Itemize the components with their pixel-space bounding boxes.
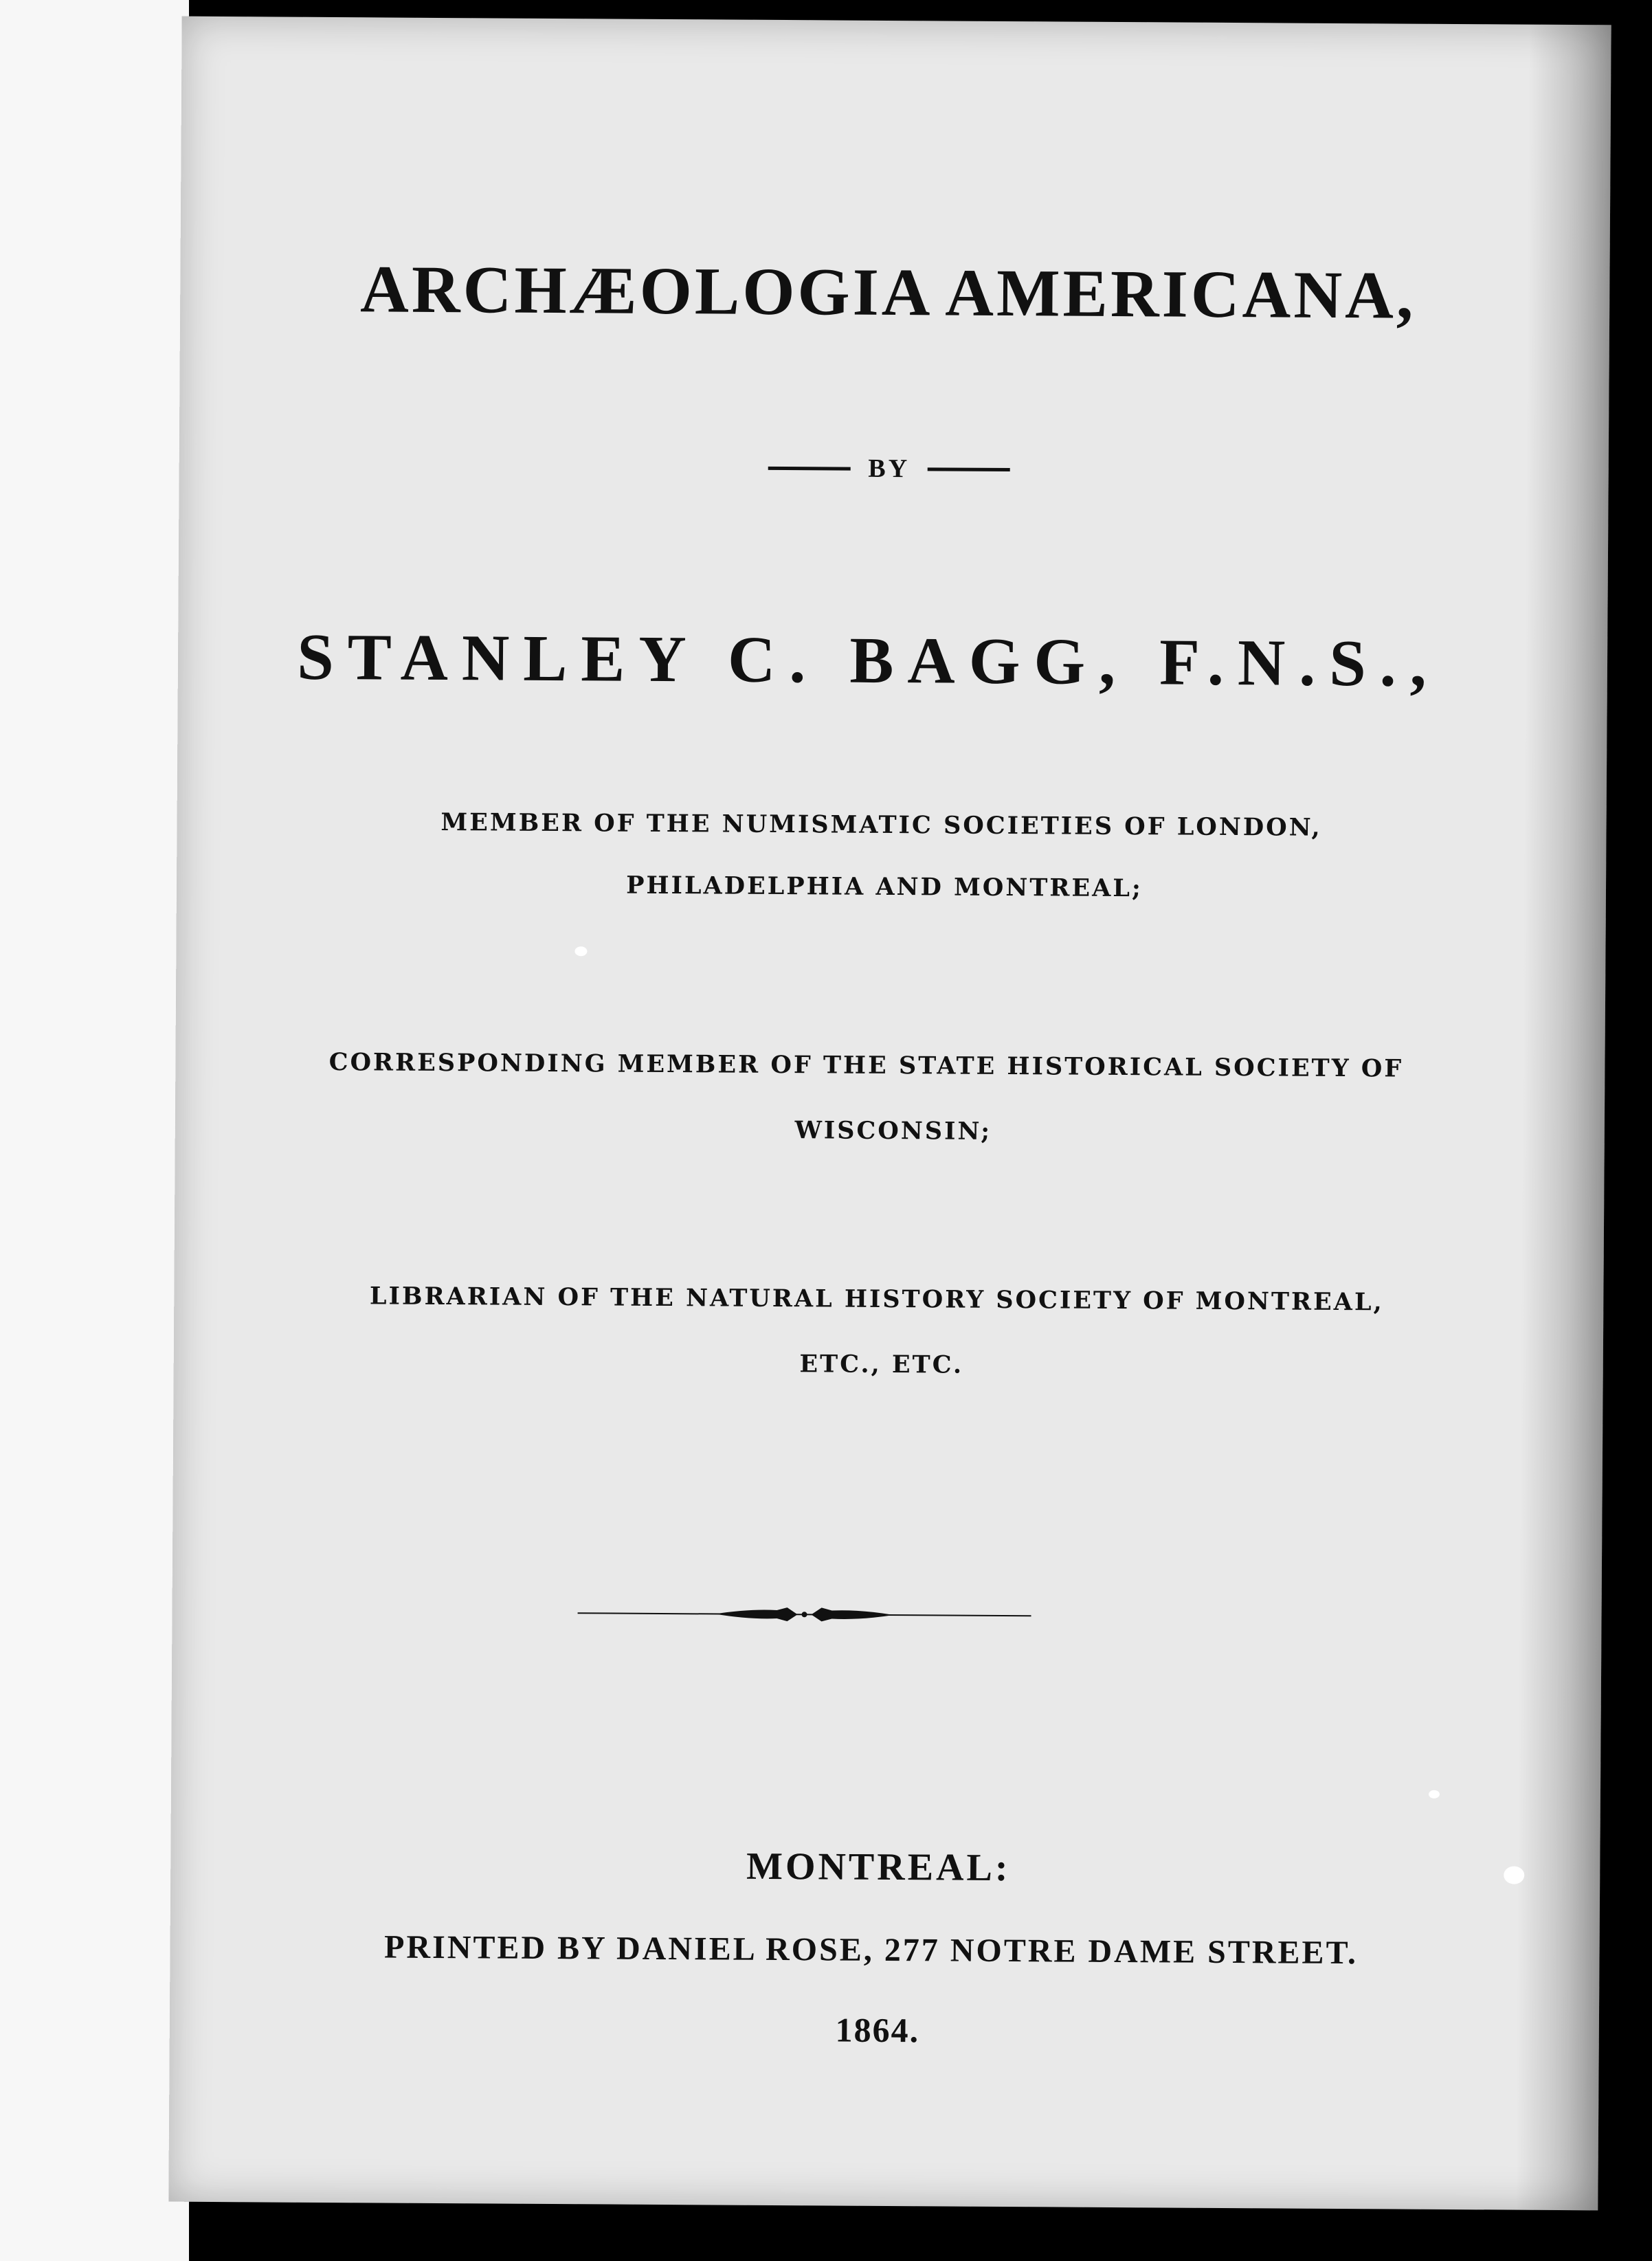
credit-line: WISCONSIN; — [794, 1116, 992, 1146]
credit-line: CORRESPONDING MEMBER OF THE STATE HISTORICAL SOCIETY OF — [328, 1048, 1404, 1083]
author-name: STANLEY C. BAGG, F.N.S., — [297, 619, 1441, 700]
credit-line: LIBRARIAN OF THE NATURAL HISTORY SOCIETY OF MONTREAL, — [369, 1282, 1384, 1317]
title-page — [168, 16, 1611, 2211]
paper-speck — [574, 946, 587, 956]
credit-line: PHILADELPHIA AND MONTREAL; — [626, 871, 1143, 903]
paper-speck — [1504, 1866, 1524, 1884]
imprint-year: 1864. — [835, 2010, 920, 2050]
imprint-city: MONTREAL: — [746, 1845, 1011, 1890]
ornamental-rule — [577, 1599, 1031, 1629]
by-line — [170, 449, 1609, 489]
facing-page-edge — [0, 0, 189, 2261]
by-label: BY — [868, 454, 911, 484]
credit-line: ETC., ETC. — [799, 1350, 964, 1379]
by-rule-right — [928, 467, 1010, 471]
book-title: ARCHÆOLOGIA AMERICANA, — [359, 252, 1416, 333]
credit-line: MEMBER OF THE NUMISMATIC SOCIETIES OF LONDON, — [440, 808, 1322, 842]
imprint-printer: PRINTED BY DANIEL ROSE, 277 NOTRE DAME STREET. — [383, 1928, 1359, 1972]
by-rule-left — [768, 466, 850, 470]
paper-speck — [1429, 1790, 1440, 1798]
